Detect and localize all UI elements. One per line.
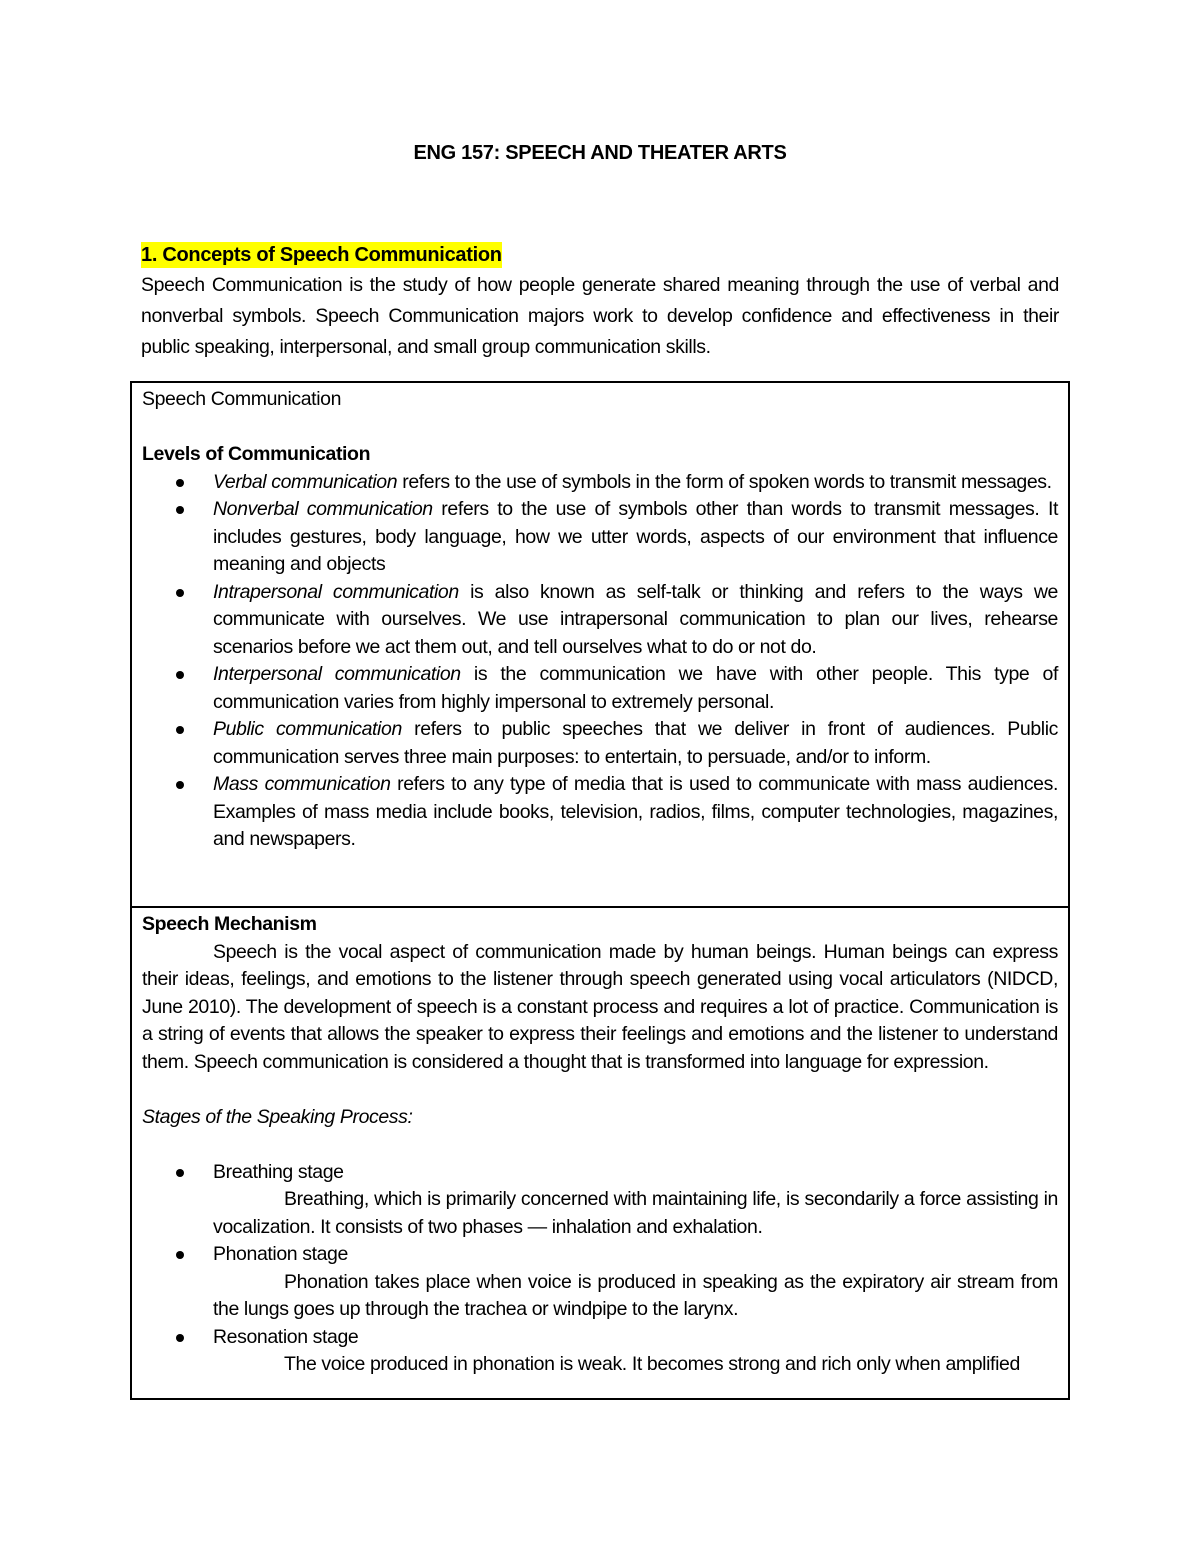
list-item xyxy=(142,469,1058,497)
speech-mechanism-box xyxy=(130,906,1070,1400)
box-label: Speech Communication xyxy=(142,388,342,410)
list-item xyxy=(142,661,1058,716)
level-term: Interpersonal communication xyxy=(213,663,461,685)
level-text: is also known as self-talk or thinking and refers to the ways we communicate with ourselves. We use intrapersonal communication to plan our lives, rehearse scenarios before we act them out, and tell ourselves what to do or not do. xyxy=(213,580,1059,658)
stages-list xyxy=(142,1159,1058,1379)
level-text: refers to public speeches that we deliver in front of audiences. Public communication serves three main purposes: to entertain, to persuade, and/or to inform. xyxy=(213,718,1059,768)
stage-description: Phonation takes place when voice is produced in speaking as the expiratory air stream from the lungs goes up through the trachea or windpipe to the larynx. xyxy=(213,1270,1058,1320)
level-term: Public communication xyxy=(213,718,402,740)
list-item xyxy=(142,579,1058,662)
levels-list xyxy=(142,469,1058,854)
section-concepts xyxy=(141,242,1059,363)
list-item xyxy=(142,1324,1058,1379)
stage-description: The voice produced in phonation is weak. It becomes strong and rich only when amplified xyxy=(284,1353,1020,1375)
bullet-icon xyxy=(176,1251,184,1259)
list-item xyxy=(142,1159,1058,1242)
level-term: Nonverbal communication xyxy=(213,498,433,520)
list-item xyxy=(142,1241,1058,1324)
level-text: refers to the use of symbols in the form of spoken words to transmit messages. xyxy=(397,470,1052,493)
stages-title: Stages of the Speaking Process: xyxy=(142,1105,413,1128)
list-item xyxy=(142,716,1058,771)
mechanism-paragraph: Speech is the vocal aspect of communication made by human beings. Human beings can express their ideas, feelings, and emotions to the listener through speech generated using vocal articulators (NIDCD, June 2010). The development of speech is a constant process and requires a lot of practice. Communication is a string of events that allows the speaker to express their feelings and emotions and the listener to understand them. Speech communication is considered a thought that is transformed into language for expression. xyxy=(142,940,1058,1073)
speech-communication-box xyxy=(130,381,1070,908)
list-item xyxy=(142,771,1058,854)
stage-name: Phonation stage xyxy=(213,1243,348,1265)
stage-name: Resonation stage xyxy=(213,1325,359,1348)
bullet-icon xyxy=(176,589,184,597)
bullet-icon xyxy=(176,1169,184,1177)
section-intro: Speech Communication is the study of how people generate shared meaning through the use of verbal and nonverbal symbols. Speech Communication majors work to develop confidence and effectiveness in their public speaking, interpersonal, and small group communication skills. xyxy=(141,274,1059,358)
levels-title: Levels of Communication xyxy=(142,443,371,465)
bullet-icon xyxy=(176,506,184,514)
level-text: is the communication we have with other people. This type of communication varies from highly impersonal to extremely personal. xyxy=(213,663,1058,713)
mechanism-title: Speech Mechanism xyxy=(142,913,317,935)
stage-name: Breathing stage xyxy=(213,1160,344,1183)
list-item xyxy=(142,496,1058,579)
level-term: Mass communication xyxy=(213,773,391,795)
bullet-icon xyxy=(176,781,184,789)
stage-description: Breathing, which is primarily concerned with maintaining life, is secondarily a force assisting in vocalization. It consists of two phases — inhalation and exhalation. xyxy=(213,1188,1058,1238)
level-text: refers to the use of symbols other than words to transmit messages. It includes gestures, body language, how we utter words, aspects of our environment that influence meaning and objects xyxy=(213,498,1058,575)
level-text: refers to any type of media that is used to communicate with mass audiences. Examples of mass media include books, television, radios, films, computer technologies, magazines, and newspapers. xyxy=(213,773,1058,850)
level-term: Intrapersonal communication xyxy=(213,580,459,603)
bullet-icon xyxy=(176,1334,184,1342)
section-heading: 1. Concepts of Speech Communication xyxy=(141,244,502,266)
document-title: ENG 157: SPEECH AND THEATER ARTS xyxy=(413,142,787,164)
bullet-icon xyxy=(176,671,184,679)
level-term: Verbal communication xyxy=(213,470,398,493)
bullet-icon xyxy=(176,726,184,734)
bullet-icon xyxy=(176,479,184,487)
